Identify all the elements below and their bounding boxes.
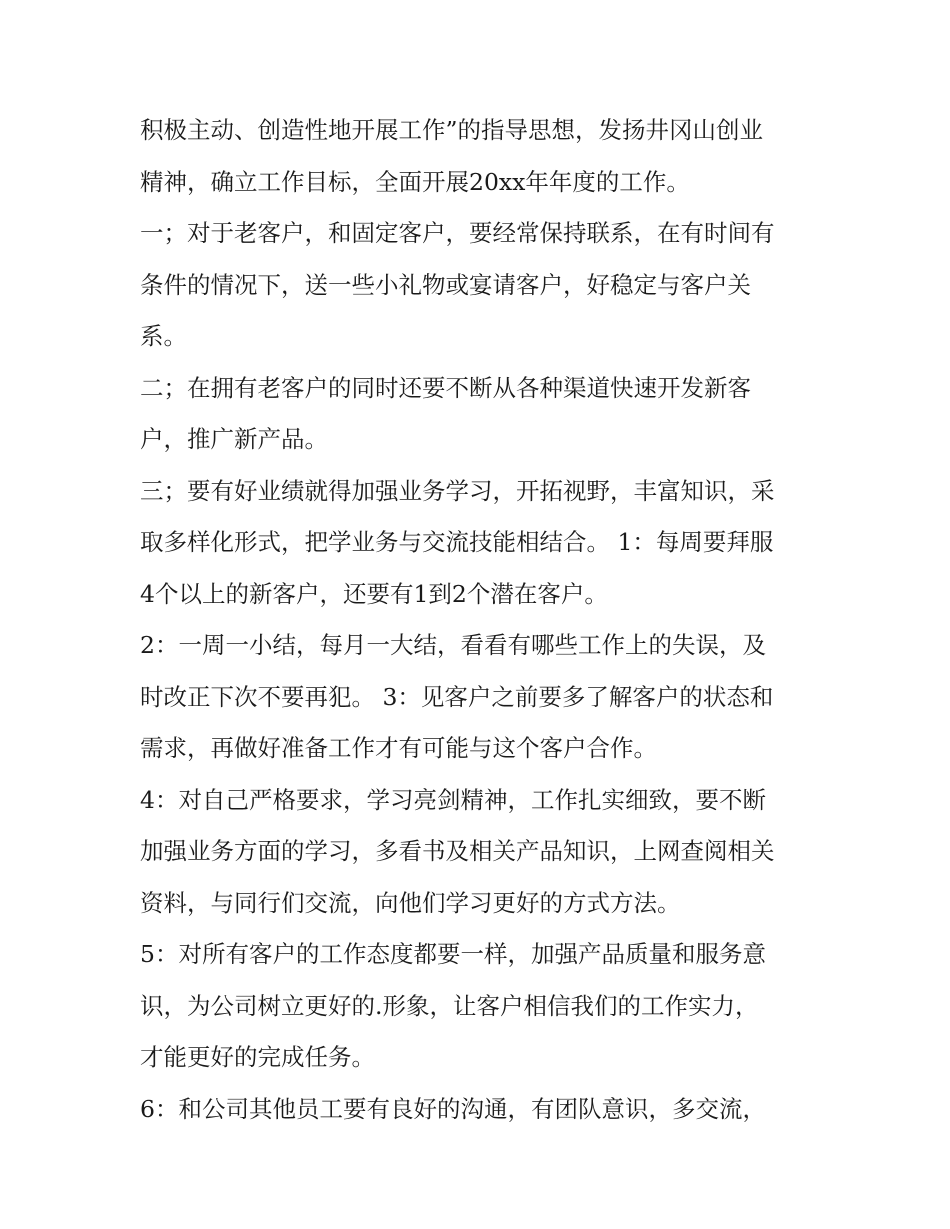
text-line: 时改正下次不要再犯。 3：见客户之前要多了解客户的状态和: [140, 682, 774, 711]
text-line: 资料，与同行们交流，向他们学习更好的方式方法。: [140, 888, 681, 917]
text-line: 系。: [140, 322, 187, 350]
text-line: 才能更好的完成任务。: [140, 1043, 375, 1071]
text-line: 5：对所有客户的工作态度都要一样，加强产品质量和服务意: [140, 940, 766, 968]
text-line: 2：一周一小结，每月一大结，看看有哪些工作上的失误，及: [140, 631, 766, 659]
text-line: 积极主动、创造性地开展工作”的指导思想，发扬井冈山创业: [140, 116, 764, 144]
text-line: 4：对自己严格要求，学习亮剑精神，工作扎实细致，要不断: [140, 785, 766, 814]
document-body: [140, 105, 830, 1135]
text-line: 条件的情况下，送一些小礼物或宴请客户，好稳定与客户关: [140, 270, 751, 299]
text-line: 6：和公司其他员工要有良好的沟通，有团队意识，多交流，: [140, 1094, 766, 1123]
text-line: 需求，再做好准备工作才有可能与这个客户合作。: [140, 734, 657, 762]
text-line: 精神，确立工作目标，全面开展20xx年年度的工作。: [140, 167, 690, 196]
text-line: 户，推广新产品。: [140, 425, 328, 453]
text-line: 加强业务方面的学习，多看书及相关产品知识，上网查阅相关: [140, 837, 775, 865]
text-line: 二；在拥有老客户的同时还要不断从各种渠道快速开发新客: [140, 373, 751, 402]
text-line: 4个以上的新客户，还要有1到2个潜在客户。: [140, 579, 608, 608]
text-line: 三；要有好业绩就得加强业务学习，开拓视野，丰富知识，采: [140, 476, 775, 505]
text-line: 取多样化形式，把学业务与交流技能相结合。 1：每周要拜服: [140, 528, 774, 556]
text-line: 识，为公司树立更好的.形象，让客户相信我们的工作实力，: [140, 991, 759, 1020]
text-line: 一；对于老客户，和固定客户，要经常保持联系，在有时间有: [140, 219, 775, 247]
